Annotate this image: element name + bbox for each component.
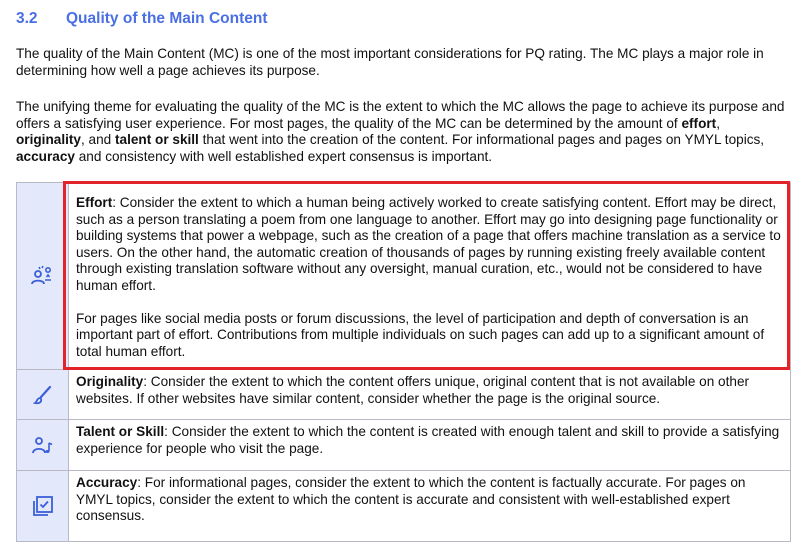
effort-cell xyxy=(69,183,790,369)
section-title: Quality of the Main Content xyxy=(66,10,268,27)
theme-paragraph xyxy=(16,99,791,165)
people-effort-icon xyxy=(31,265,55,287)
table-row-originality xyxy=(16,370,791,420)
icon-cell xyxy=(17,471,69,541)
theme-bold-accuracy: accuracy xyxy=(16,148,75,164)
table-row-accuracy xyxy=(16,471,791,542)
theme-bold-originality: originality xyxy=(16,132,81,148)
talent-description: : Consider the extent to which the content is created with enough talent and skill to provide a satisfying experience for people who visit the page. xyxy=(76,424,780,456)
accuracy-description: : For informational pages, consider the extent to which the content is factually accurate. For pages on YMYL topics, consider the extent to which the content is accurate and consistent with well-established expert consensus. xyxy=(76,475,746,524)
section-heading xyxy=(16,10,268,28)
table-row-talent xyxy=(16,420,791,471)
term-originality: Originality xyxy=(76,374,144,389)
theme-mid: that went into the creation of the content. For informational pages and pages on YMYL topics, xyxy=(198,132,765,148)
icon-cell xyxy=(17,370,69,419)
icon-cell xyxy=(17,420,69,470)
term-effort: Effort xyxy=(76,195,113,210)
theme-sep: , xyxy=(716,115,720,131)
checkbox-icon xyxy=(32,495,54,517)
section-number: 3.2 xyxy=(16,10,38,27)
theme-bold-talent: talent or skill xyxy=(114,132,199,148)
brush-icon xyxy=(33,385,53,405)
theme-end: and consistency with well established expert consensus is important. xyxy=(74,148,493,164)
term-accuracy: Accuracy xyxy=(76,475,138,490)
theme-intro: The unifying theme for evaluating the quality of the MC is the extent to which the MC allows the page to achieve its purpose and offers a satisfying user experience. For most pages, the quality of the MC can be determined by the amount of xyxy=(16,99,785,131)
originality-description: : Consider the extent to which the content offers unique, original content that is not available on other websites. If other websites have similar content, consider whether the page is the original source. xyxy=(76,374,750,406)
icon-cell xyxy=(17,183,69,369)
intro-paragraph: The quality of the Main Content (MC) is one of the most important considerations for PQ rating. The MC plays a major role in determining how well a page achieves its purpose. xyxy=(16,46,764,78)
person-music-icon xyxy=(32,435,54,455)
criteria-table xyxy=(16,182,791,542)
originality-cell xyxy=(69,370,790,419)
theme-sep: , and xyxy=(80,132,115,148)
talent-cell xyxy=(69,420,790,470)
term-talent: Talent or Skill xyxy=(76,424,165,439)
theme-bold-effort: effort xyxy=(681,115,717,131)
table-row-effort xyxy=(16,182,791,370)
accuracy-cell xyxy=(69,471,790,541)
effort-description: : Consider the extent to which a human being actively worked to create satisfying content. Effort may be direct, such as a person translating a poem from one language to another. Effort may go into designing page functionality or building systems that power a webpage, such as the creation of a page that offers machine translation as a service to users. On the other hand, the automatic creation of thousands of pages by running existing freely available content through existing translation software without any oversight, manual curation, etc., would not be considered to have human effort. xyxy=(76,195,781,293)
effort-description-2: For pages like social media posts or forum discussions, the level of participation and depth of conversation is an important part of effort. Contributions from multiple individuals on such pages can add up to a significant amount of total human effort. xyxy=(76,310,765,359)
